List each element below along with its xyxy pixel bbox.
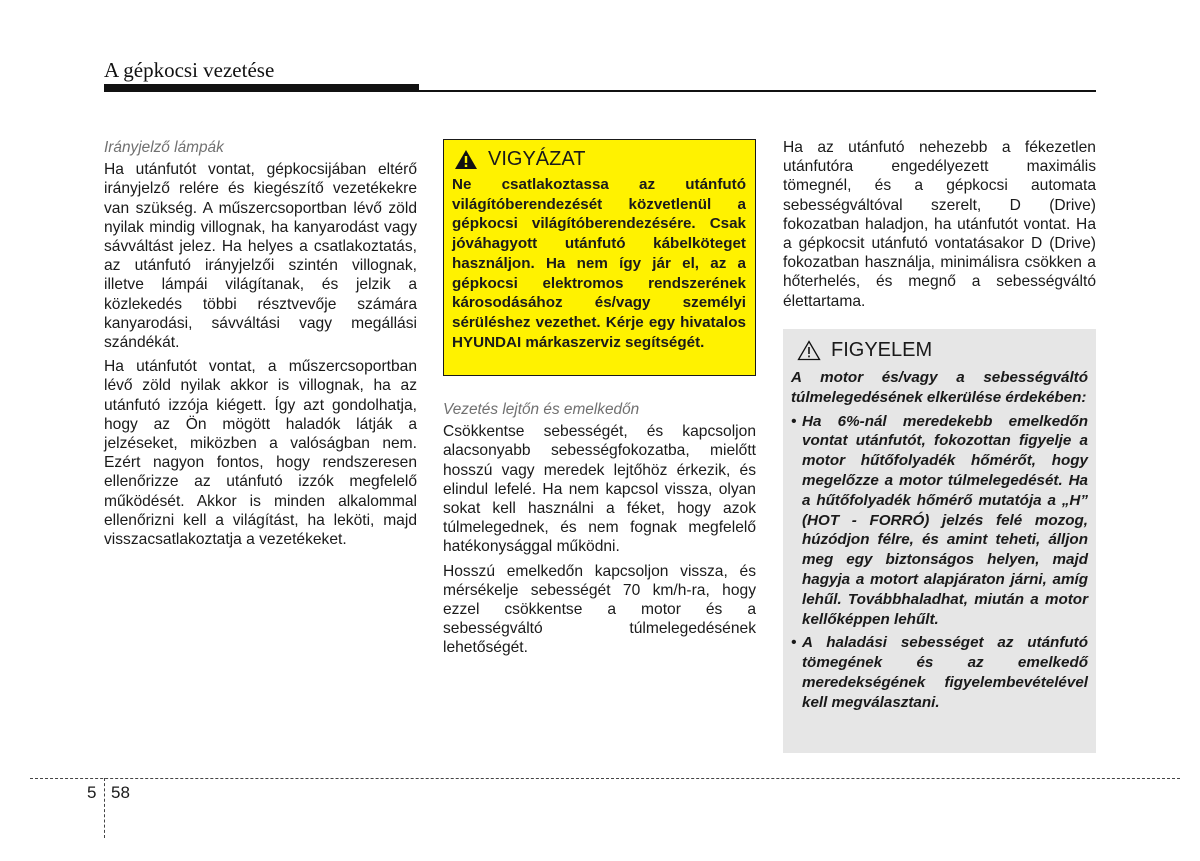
- section-number: 5: [87, 783, 97, 802]
- page-number: 58: [111, 783, 130, 802]
- column-2: [443, 400, 756, 663]
- header-rule-thin: [419, 90, 1096, 92]
- bullet-text: A haladási sebességet az utánfutó tömegének és az emelkedő meredekségének figyelembevételével kell megválasztani.: [802, 634, 1088, 711]
- footer-vertical-divider: [104, 778, 105, 838]
- caution-box: [783, 329, 1096, 753]
- warning-triangle-icon: [454, 149, 478, 170]
- warning-title: VIGYÁZAT: [488, 148, 586, 170]
- caution-intro: A motor és/vagy a sebességváltó túlmelegedésének elkerülése érdekében:: [791, 369, 1088, 406]
- bullet-symbol: •: [791, 634, 797, 652]
- paragraph: Csökkentse sebességét, és kapcsoljon alacsonyabb sebességfokozatba, mielőtt hosszú vagy meredek lejtőhöz érkezik, és elindul lefelé. Ha nem kapcsol vissza, olyan sokat kell használni a féket, hogy azok túlmelegednek, és nem fognak megfelelő hatékonysággal működni.: [443, 423, 756, 556]
- warning-text: Ne csatlakoztassa az utánfutó világítóberendezését közvetlenül a gépkocsi világítóberendezésére. Csak jóváhagyott utánfutó kábelköteget használjon. Ha nem így jár el, az a gépkocsi elektromos rendszerének károsodásához és/vagy személyi sérüléshez vezethet. Kérje egy hivatalos HYUNDAI márkaszerviz segítségét.: [452, 176, 746, 351]
- page-header-title: A gépkocsi vezetése: [104, 58, 275, 82]
- list-item: [791, 633, 1088, 712]
- column-3: [783, 138, 1096, 316]
- paragraph: Hosszú emelkedőn kapcsoljon vissza, és mérsékelje sebességét 70 km/h-ra, hogy ezzel csökkentse a motor és a sebességváltó túlmelegedésének lehetőségét.: [443, 562, 756, 657]
- bullet-text: Ha 6%-nál meredekebb emelkedőn vontat utánfutót, fokozottan figyelje a motor hűtőfolyadék hőmérőt, hogy megelőzze a motor túlmelegedését. Ha a hűtőfolyadék hőmérő mutatója a „H” (HOT - FORRÓ) jelzés felé mozog, húzódjon félre, és amint teheti, álljon meg egy biztonságos helyen, majd hagyja a motort alapjáraton járni, amíg lehűl. Továbbhaladhat, miután a motor kellőképpen lehűlt.: [802, 412, 1088, 628]
- subheading-slopes: Vezetés lejtőn és emelkedőn: [443, 401, 640, 418]
- caution-triangle-icon: [797, 340, 821, 361]
- caution-title: FIGYELEM: [831, 339, 933, 361]
- footer-divider: [30, 778, 1180, 779]
- paragraph: Ha az utánfutó nehezebb a fékezetlen utánfutóra engedélyezett maximális tömegnél, és a gépkocsi automata sebességváltóval szerelt, D (Drive) fokozatban haladjon, ha utánfutót vontat. Ha a gépkocsit utánfutó vontatásakor D (Drive) fokozatban használja, minimálisra csökken a hőterhelés, és megnő a sebességváltó élettartama.: [783, 139, 1096, 310]
- header-rule-thick: [104, 84, 419, 92]
- paragraph: Ha utánfutót vontat, gépkocsijában eltérő irányjelző relére és kiegészítő vezetékekre van szükség. A műszercsoportban lévő zöld nyilak mindig villognak, ha kanyarodást vagy sávváltást jelez. Ha helyes a csatlakoztatás, az utánfutó irányjelzői szintén villognak, illetve lámpái világítanak, és jelzik a közlekedés többi résztvevője számára kanyarodási, sávváltási vagy megállási szándékát.: [104, 161, 417, 352]
- paragraph: Ha utánfutót vontat, a műszercsoportban lévő zöld nyilak akkor is villognak, ha az utánfutó izzója kiégett. Így azt gondolhatja, hogy az Ön mögött haladók látják a jelzéseket, miközben a valóságban nem. Ezért nagyon fontos, hogy rendszeresen ellenőrizze az utánfutó izzók megfelelő működését. Akkor is minden alkalommal ellenőrizni kell a világítást, ha leköti, majd visszacsatlakoztatja a vezetékeket.: [104, 358, 417, 549]
- column-1: [104, 138, 417, 554]
- list-item: [791, 412, 1088, 630]
- warning-box: [443, 139, 756, 376]
- subheading-turn-signals: Irányjelző lámpák: [104, 139, 224, 156]
- bullet-symbol: •: [791, 412, 797, 430]
